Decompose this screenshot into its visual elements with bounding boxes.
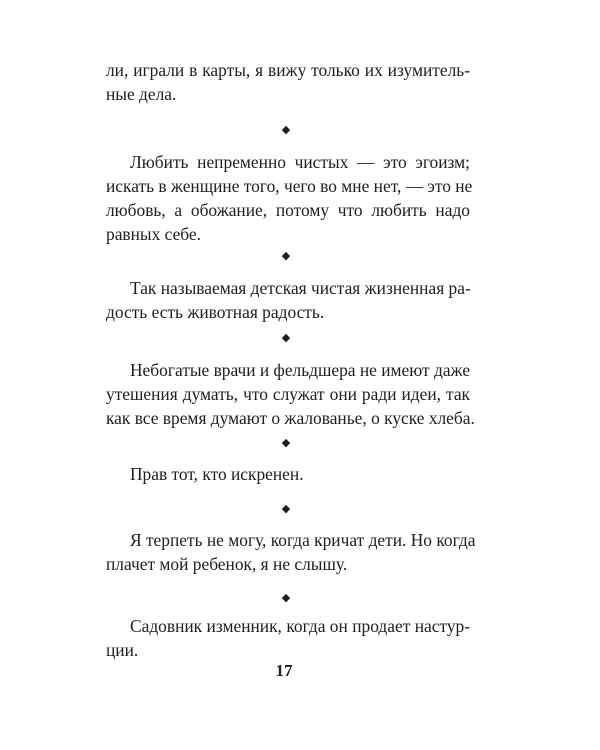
paragraph-3-line-2: дость есть животная радость. <box>106 302 325 322</box>
paragraph-2-line-4: равных себе. <box>106 224 201 244</box>
paragraph-2-line-1: Любить непременно чистых — это эгоизм; <box>130 152 470 172</box>
diamond-separator-icon: ◆ <box>281 503 291 515</box>
paragraph-4-line-2: утешения думать, что служат они ради идеи, так <box>106 384 470 404</box>
page-number: 17 <box>275 661 293 680</box>
diamond-separator-icon: ◆ <box>281 332 291 344</box>
paragraph-6-line-2: плачет мой ребенок, я не слышу. <box>106 554 348 574</box>
diamond-separator-icon: ◆ <box>281 592 291 604</box>
paragraph-4-line-1: Небогатые врачи и фельдшера не имеют даже <box>130 360 471 380</box>
paragraph-6-line-1: Я терпеть не могу, когда кричат дети. Но когда <box>130 530 476 550</box>
diamond-separator-icon: ◆ <box>281 250 291 262</box>
paragraph-1-line-2: ные дела. <box>106 84 177 104</box>
paragraph-7-line-1: Садовник изменник, когда он продает настур- <box>130 616 470 636</box>
diamond-separator-icon: ◆ <box>281 124 291 136</box>
paragraph-2-line-3: любовь, а обожание, потому что любить надо <box>106 200 470 220</box>
paragraph-7-line-2: ции. <box>106 640 139 660</box>
paragraph-1-line-1: ли, играли в карты, я вижу только их изумитель- <box>106 60 470 80</box>
paragraph-5-line-1: Прав тот, кто искренен. <box>130 464 304 484</box>
paragraph-2-line-2: искать в женщине того, чего во мне нет, — это не <box>106 176 473 196</box>
diamond-separator-icon: ◆ <box>281 437 291 449</box>
paragraph-4-line-3: как все время думают о жалованье, о куске хлеба. <box>106 408 475 428</box>
paragraph-3-line-1: Так называемая детская чистая жизненная ра- <box>130 278 471 298</box>
